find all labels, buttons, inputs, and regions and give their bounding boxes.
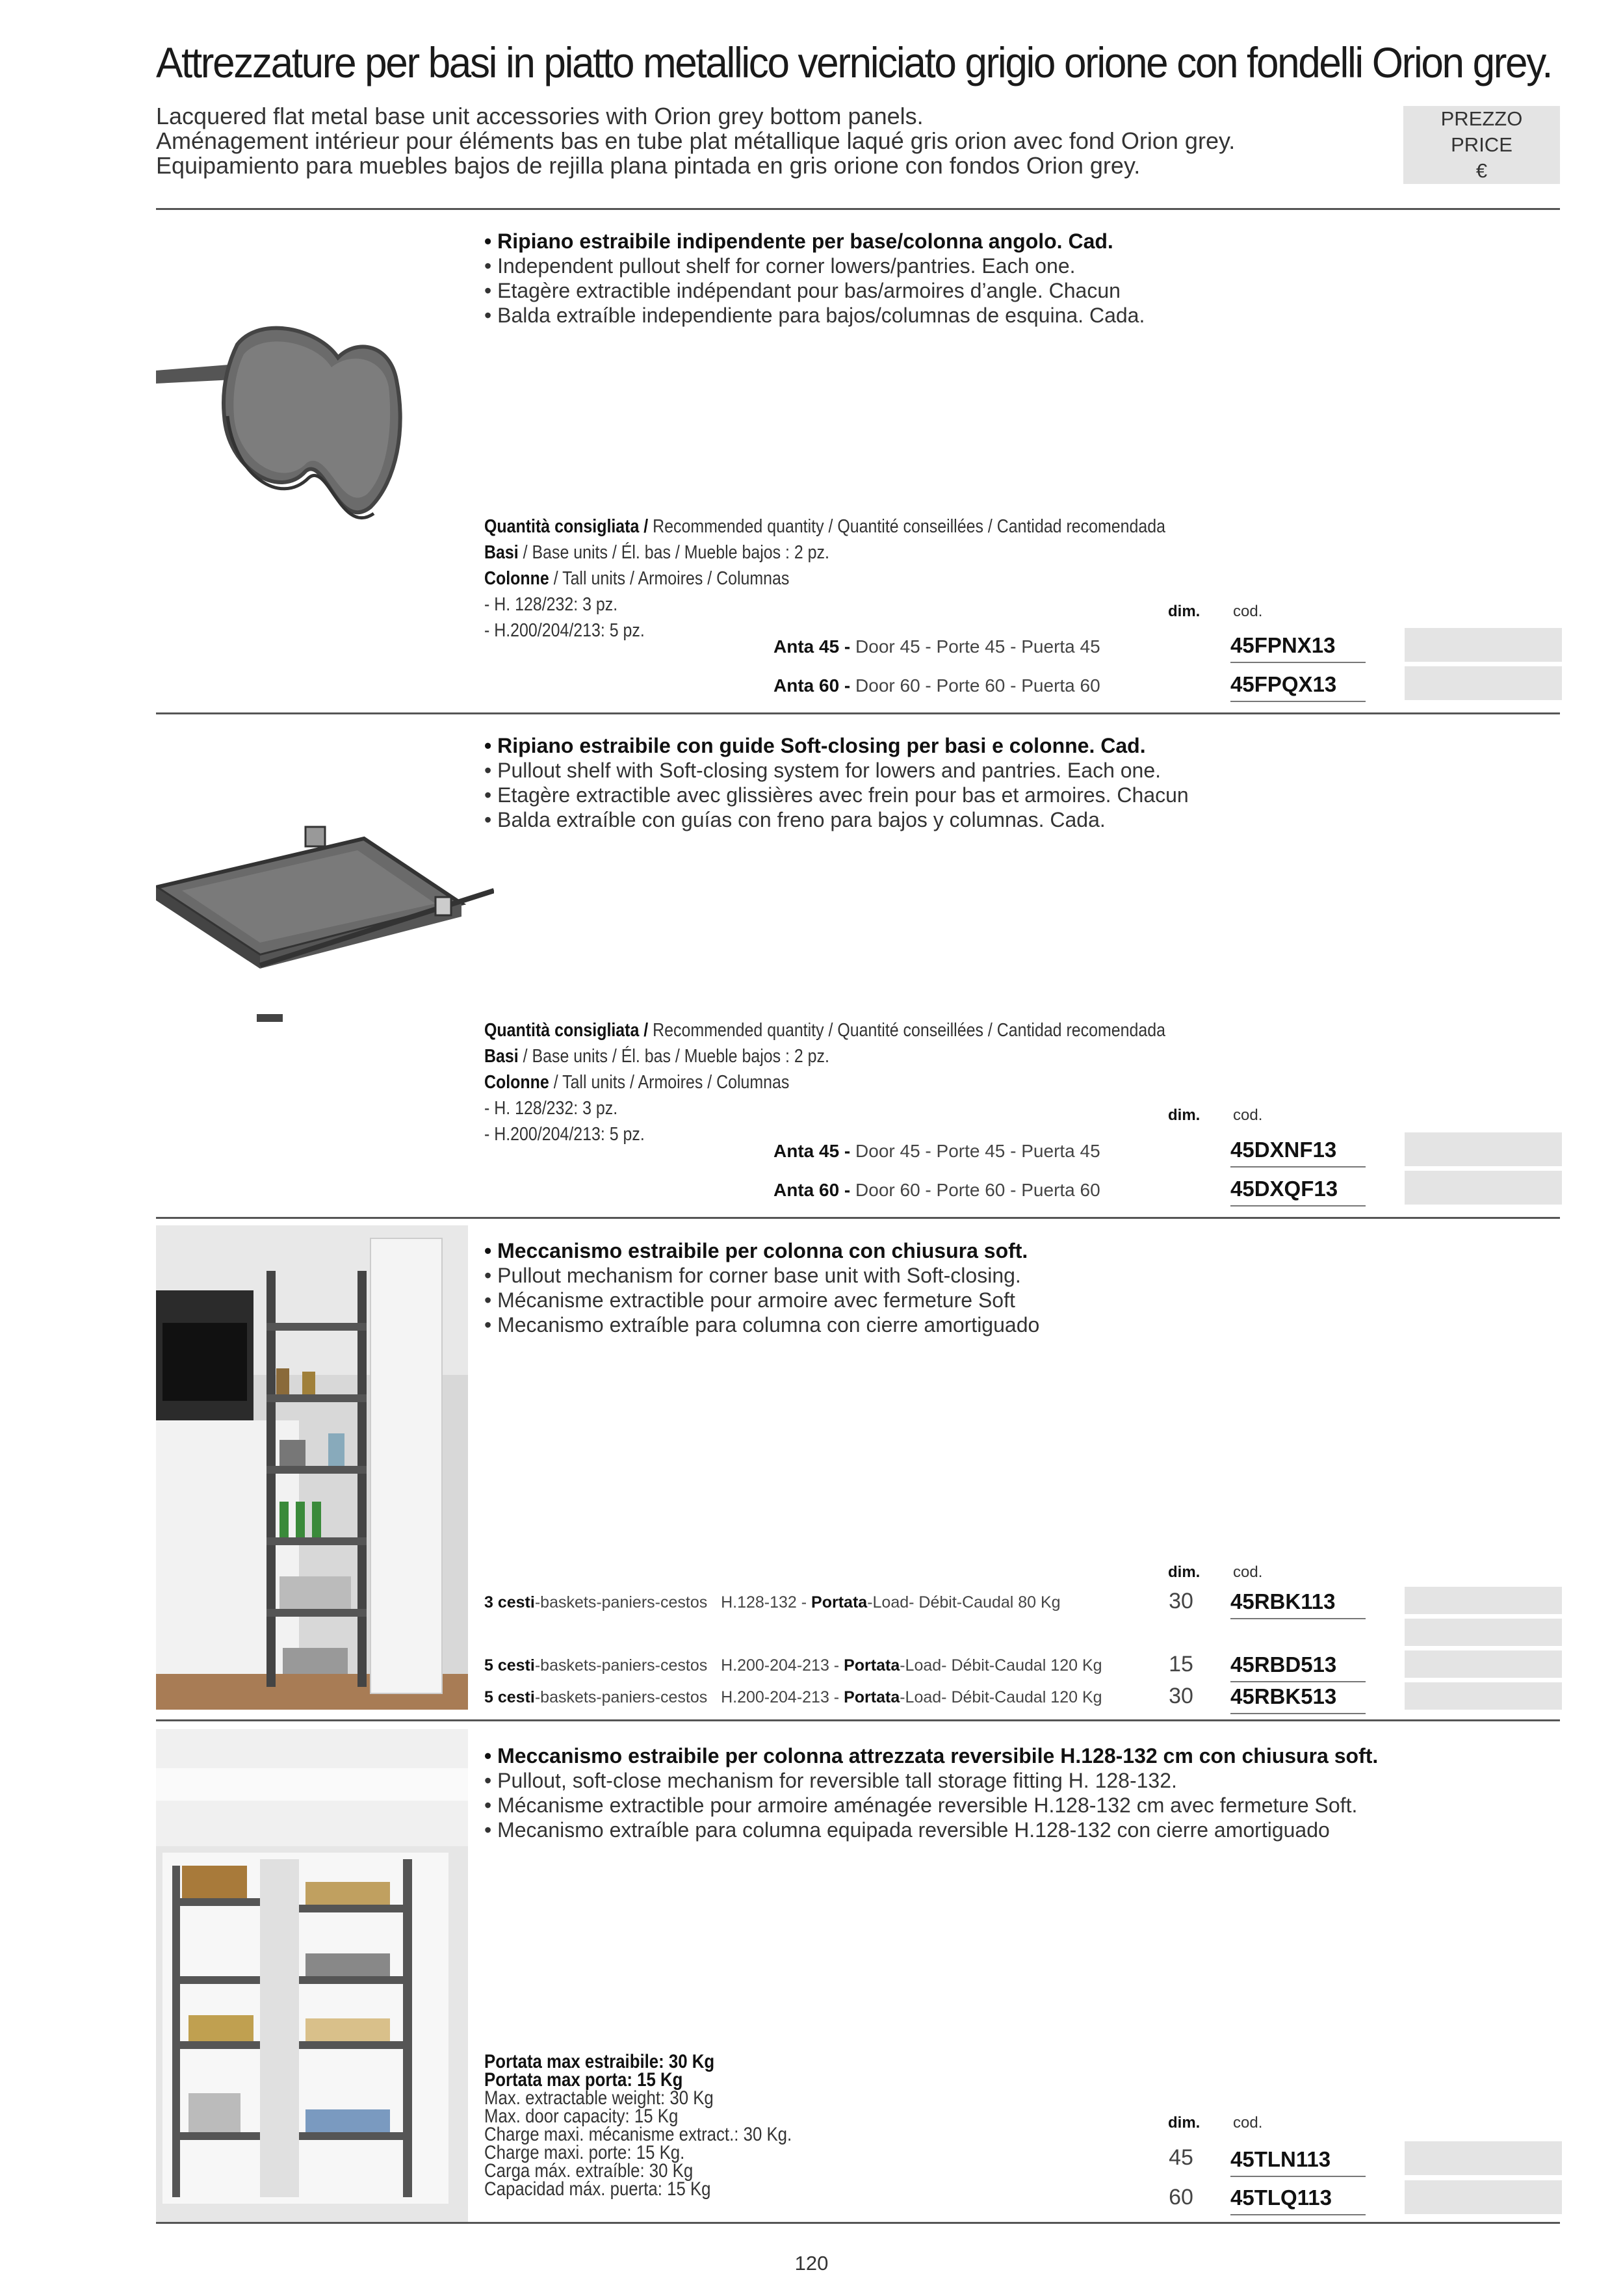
section2-row-1-anta: Anta 45 - Door 45 - Porte 45 - Puerta 45 [773, 1141, 1100, 1161]
section4-bullet-en: • Pullout, soft-close mechanism for reversible tall storage fitting H. 128-132. [484, 1769, 1177, 1792]
section1-row-2-price [1405, 666, 1562, 700]
page-number: 120 [794, 2252, 829, 2275]
capacity-fr-2: Charge maxi. porte: 15 Kg. [484, 2142, 685, 2163]
qty-h2: - H.200/204/213: 5 pz. [484, 620, 645, 641]
section3-bullet-es: • Mecanismo extraíble para columna con cierre amortiguado [484, 1313, 1040, 1337]
section2-row-1-price [1405, 1132, 1562, 1166]
section3-row-2-dim: 15 [1169, 1652, 1193, 1676]
capacity-es-1: Carga máx. extraíble: 30 Kg [484, 2160, 694, 2182]
price-header-it: PREZZO [1403, 106, 1560, 132]
qty-h2: - H.200/204/213: 5 pz. [484, 1124, 645, 1145]
section2-row-1-code: 45DXNF13 [1230, 1138, 1366, 1168]
qty-basi-rest: / Base units / Él. bas / Mueble bajos : 2 pz. [518, 1046, 829, 1067]
section3-row-3-desc: 5 cesti-baskets-paniers-cestos H.200-204-213 - Portata-Load- Débit-Caudal 120 Kg [484, 1688, 1102, 1706]
section1-quantity [484, 514, 1165, 644]
cod-label: cod. [1233, 1106, 1263, 1124]
price-header-currency: € [1403, 158, 1560, 184]
section3-row-3-price [1405, 1682, 1562, 1710]
section2-row-2-anta: Anta 60 - Door 60 - Porte 60 - Puerta 60 [773, 1180, 1100, 1200]
cod-label: cod. [1233, 1563, 1263, 1581]
subtitle-en: Lacquered flat metal base unit accessories with Orion grey bottom panels. [156, 103, 924, 129]
section3-row-1-price [1405, 1587, 1562, 1614]
divider [156, 1719, 1560, 1721]
section2-row-2-code: 45DXQF13 [1230, 1177, 1366, 1207]
section1-row-1-anta: Anta 45 - Door 45 - Porte 45 - Puerta 45 [773, 636, 1100, 657]
section2-bullet-es: • Balda extraíble con guías con freno para bajos y columnas. Cada. [484, 808, 1106, 831]
reversible-column-mechanism-image [156, 1729, 468, 2223]
qty-title-rest: Recommended quantity / Quantité conseillées / Cantidad recomendada [648, 1020, 1166, 1041]
cod-label: cod. [1233, 2114, 1263, 2132]
qty-title-rest: Recommended quantity / Quantité conseillées / Cantidad recomendada [648, 516, 1166, 537]
subtitle-fr: Aménagement intérieur pour éléments bas en tube plat métallique laqué gris orion avec fond Orion grey. [156, 127, 1236, 154]
section1-description [484, 229, 1145, 328]
divider [156, 2222, 1560, 2224]
soft-close-pullout-shelf-image [156, 826, 494, 1034]
section3-description [484, 1238, 1039, 1337]
qty-colonne: Colonne [484, 568, 549, 589]
qty-basi-rest: / Base units / Él. bas / Mueble bajos : 2 pz. [518, 542, 829, 563]
section3-row-3-code: 45RBK513 [1230, 1684, 1366, 1714]
section4-bullet-es: • Mecanismo extraíble para columna equipada reversible H.128-132 con cierre amortiguado [484, 1818, 1330, 1842]
capacity-fr-1: Charge maxi. mécanisme extract.: 30 Kg. [484, 2124, 792, 2145]
dim-label: dim. [1168, 1106, 1201, 1124]
capacity-it-1: Portata max estraibile: 30 Kg [484, 2051, 715, 2072]
section1-row-1-price [1405, 628, 1562, 662]
qty-basi: Basi [484, 542, 519, 563]
section3-row-1-dim: 30 [1169, 1589, 1193, 1613]
section3-bullet-en: • Pullout mechanism for corner base unit with Soft-closing. [484, 1264, 1021, 1287]
section4-row-2-code: 45TLQ113 [1230, 2185, 1366, 2215]
qty-title: Quantità consigliata / [484, 1020, 649, 1041]
divider [156, 1217, 1560, 1219]
section1-row-2-anta: Anta 60 - Door 60 - Porte 60 - Puerta 60 [773, 675, 1100, 696]
section3-row-2-desc: 5 cesti-baskets-paniers-cestos H.200-204-213 - Portata-Load- Débit-Caudal 120 Kg [484, 1656, 1102, 1675]
capacity-en-1: Max. extractable weight: 30 Kg [484, 2087, 714, 2109]
section1-row-2-code: 45FPQX13 [1230, 672, 1366, 702]
price-header-en: PRICE [1403, 132, 1560, 158]
section1-bullet-it: • Ripiano estraibile indipendente per base/colonna angolo. Cad. [484, 229, 1113, 253]
section3-bullet-fr: • Mécanisme extractible pour armoire avec fermeture Soft [484, 1288, 1015, 1312]
section3-row-2-code: 45RBD513 [1230, 1652, 1366, 1682]
section3-row-2-price [1405, 1650, 1562, 1678]
qty-h1: - H. 128/232: 3 pz. [484, 1098, 618, 1119]
capacity-it-2: Portata max porta: 15 Kg [484, 2069, 683, 2091]
section4-capacity [484, 2053, 792, 2198]
section3-row-1-code: 45RBK113 [1230, 1589, 1366, 1619]
section4-bullet-fr: • Mécanisme extractible pour armoire aménagée reversible H.128-132 cm avec fermeture Soft. [484, 1794, 1358, 1817]
section4-row-2-dim: 60 [1169, 2185, 1193, 2210]
section1-bullet-en: • Independent pullout shelf for corner lowers/pantries. Each one. [484, 254, 1076, 278]
qty-colonne-rest: / Tall units / Armoires / Columnas [549, 568, 790, 589]
page-title: Attrezzature per basi in piatto metallico verniciato grigio orione con fondelli Orion grey. [156, 38, 1552, 86]
section2-bullet-it: • Ripiano estraibile con guide Soft-closing per basi e colonne. Cad. [484, 734, 1146, 757]
dim-label: dim. [1168, 603, 1201, 620]
column-pullout-mechanism-image [156, 1225, 468, 1710]
dim-label: dim. [1168, 2114, 1201, 2132]
section3-row-1-desc: 3 cesti-baskets-paniers-cestos H.128-132 - Portata-Load- Débit-Caudal 80 Kg [484, 1593, 1061, 1611]
section4-row-1-dim: 45 [1169, 2145, 1193, 2170]
section3-bullet-it: • Meccanismo estraibile per colonna con chiusura soft. [484, 1239, 1028, 1262]
dim-label: dim. [1168, 1563, 1201, 1581]
cod-label: cod. [1233, 603, 1263, 620]
qty-title: Quantità consigliata / [484, 516, 649, 537]
section1-row-1-code: 45FPNX13 [1230, 633, 1366, 663]
qty-h1: - H. 128/232: 3 pz. [484, 594, 618, 615]
section4-row-1-price [1405, 2141, 1562, 2175]
capacity-es-2: Capacidad máx. puerta: 15 Kg [484, 2178, 711, 2200]
section4-row-2-price [1405, 2180, 1562, 2214]
qty-colonne-rest: / Tall units / Armoires / Columnas [549, 1072, 790, 1093]
subtitle-es: Equipamiento para muebles bajos de rejilla plana pintada en gris orione con fondos Orion grey. [156, 152, 1141, 179]
section2-row-2-price [1405, 1171, 1562, 1205]
section4-row-1-code: 45TLN113 [1230, 2147, 1366, 2177]
section4-bullet-it: • Meccanismo estraibile per colonna attrezzata reversibile H.128-132 cm con chiusura soft. [484, 1744, 1379, 1768]
section1-bullet-es: • Balda extraíble independiente para bajos/columnas de esquina. Cada. [484, 304, 1145, 327]
divider [156, 712, 1560, 714]
qty-basi: Basi [484, 1046, 519, 1067]
capacity-en-2: Max. door capacity: 15 Kg [484, 2106, 679, 2127]
section3-row-blank-price [1405, 1619, 1562, 1646]
section2-bullet-fr: • Etagère extractible avec glissières avec frein pour bas et armoires. Chacun [484, 783, 1189, 807]
section1-bullet-fr: • Etagère extractible indépendant pour bas/armoires d’angle. Chacun [484, 279, 1121, 302]
section2-bullet-en: • Pullout shelf with Soft-closing system for lowers and pantries. Each one. [484, 759, 1162, 782]
divider [156, 208, 1560, 210]
qty-colonne: Colonne [484, 1072, 549, 1093]
section4-description [484, 1743, 1378, 1842]
section2-quantity [484, 1017, 1165, 1147]
section2-description [484, 733, 1189, 832]
corner-pullout-shelf-image [156, 319, 474, 540]
section3-row-3-dim: 30 [1169, 1684, 1193, 1708]
